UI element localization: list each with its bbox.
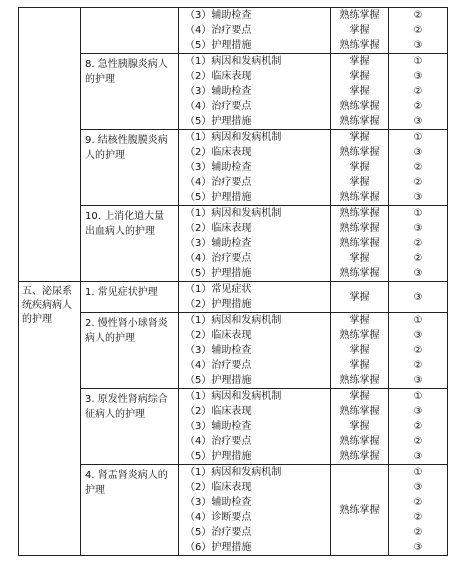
- table-row: [19, 313, 448, 389]
- mark-line: ③: [413, 375, 423, 386]
- level-line: 掌握: [349, 345, 370, 356]
- item-line: （2）临床表现: [185, 330, 252, 341]
- level-line: 熟练掌握: [339, 192, 380, 203]
- item-line: （5）治疗要点: [185, 527, 252, 538]
- marks-cell: [389, 206, 448, 282]
- item-line: （4）治疗要点: [185, 25, 252, 36]
- table-row: [19, 54, 448, 130]
- level-line: 熟练掌握: [339, 451, 380, 462]
- mark-line: ②: [413, 512, 423, 523]
- topic-cell: [81, 8, 179, 54]
- item-line: （1）病因和发病机制: [185, 132, 282, 143]
- marks-cell: [389, 465, 448, 556]
- mark-line: ②: [413, 421, 423, 432]
- mark-line: ②: [413, 436, 423, 447]
- mark-line: ③: [413, 192, 423, 203]
- level-line: 熟练掌握: [339, 40, 380, 51]
- mark-line: ①: [413, 208, 423, 219]
- items-cell: [179, 8, 331, 54]
- level-line: 熟练掌握: [339, 375, 380, 386]
- levels-cell: [331, 130, 389, 206]
- table-row: [19, 389, 448, 465]
- mark-line: ②: [413, 86, 423, 97]
- item-line: （4）诊断要点: [185, 512, 252, 523]
- level-line: 掌握: [349, 25, 370, 36]
- item-line: （5）护理措施: [185, 375, 252, 386]
- item-line: （5）护理措施: [185, 268, 252, 279]
- section-cell: 五、泌尿系统疾病病人的护理: [19, 282, 81, 556]
- table-row: [19, 130, 448, 206]
- level-line: 熟练掌握: [339, 101, 380, 112]
- levels-cell: [331, 389, 389, 465]
- mark-line: ③: [413, 116, 423, 127]
- mark-line: ③: [413, 223, 423, 234]
- topic-cell: 9. 结核性腹膜炎病人的护理: [81, 130, 179, 206]
- item-line: （5）护理措施: [185, 451, 252, 462]
- item-line: （1）常见症状: [185, 284, 252, 295]
- level-line: 掌握: [349, 253, 370, 264]
- item-line: （4）治疗要点: [185, 253, 252, 264]
- level-line: 掌握: [349, 360, 370, 371]
- levels-cell: [331, 313, 389, 389]
- mark-line: ③: [413, 40, 423, 51]
- items-cell: [179, 54, 331, 130]
- mark-line: ①: [413, 391, 423, 402]
- mark-line: ②: [413, 345, 423, 356]
- mark-line: ③: [413, 268, 423, 279]
- level-line: 掌握: [349, 421, 370, 432]
- mark-line: ③: [413, 406, 423, 417]
- item-line: （4）治疗要点: [185, 101, 252, 112]
- level-line: 熟练掌握: [339, 116, 380, 127]
- levels-cell: [331, 54, 389, 130]
- mark-line: ①: [413, 132, 423, 143]
- mark-line: ②: [413, 162, 423, 173]
- levels-cell: [331, 8, 389, 54]
- level-line: 掌握: [349, 291, 370, 303]
- levels-cell: [331, 282, 389, 313]
- marks-cell: [389, 130, 448, 206]
- topic-cell: 1. 常见症状护理: [81, 282, 179, 313]
- levels-cell: [331, 465, 389, 556]
- mark-line: ③: [413, 147, 423, 158]
- mark-line: ②: [413, 360, 423, 371]
- mark-line: ③: [413, 451, 423, 462]
- item-line: （1）病因和发病机制: [185, 391, 282, 402]
- items-cell: [179, 465, 331, 556]
- marks-cell: [389, 8, 448, 54]
- item-line: （5）护理措施: [185, 116, 252, 127]
- item-line: （1）病因和发病机制: [185, 315, 282, 326]
- mark-line: ②: [413, 177, 423, 188]
- item-line: （3）辅助检查: [185, 497, 252, 508]
- items-cell: [179, 130, 331, 206]
- item-line: （3）辅助检查: [185, 345, 252, 356]
- table-row: [19, 8, 448, 54]
- level-line: 熟练掌握: [339, 504, 380, 516]
- mark-line: ②: [413, 101, 423, 112]
- item-line: （5）护理措施: [185, 192, 252, 203]
- level-line: 熟练掌握: [339, 436, 380, 447]
- level-line: 熟练掌握: [339, 406, 380, 417]
- mark-line: ③: [413, 291, 423, 303]
- mark-line: ③: [413, 330, 423, 341]
- item-line: （4）治疗要点: [185, 360, 252, 371]
- item-line: （3）辅助检查: [185, 10, 252, 21]
- level-line: 掌握: [349, 86, 370, 97]
- level-line: 熟练掌握: [339, 208, 380, 219]
- item-line: （6）护理措施: [185, 542, 252, 553]
- items-cell: [179, 313, 331, 389]
- level-line: 掌握: [349, 162, 370, 173]
- mark-line: ③: [413, 71, 423, 82]
- item-line: （3）辅助检查: [185, 421, 252, 432]
- level-line: 掌握: [349, 391, 370, 402]
- topic-cell: 10. 上消化道大量出血病人的护理: [81, 206, 179, 282]
- items-cell: [179, 282, 331, 313]
- mark-line: ②: [413, 10, 423, 21]
- item-line: （3）辅助检查: [185, 238, 252, 249]
- level-line: 熟练掌握: [339, 10, 380, 21]
- level-line: 熟练掌握: [339, 268, 380, 279]
- topic-cell: 8. 急性胰腺炎病人的护理: [81, 54, 179, 130]
- level-line: 熟练掌握: [339, 223, 380, 234]
- level-line: 熟练掌握: [339, 330, 380, 341]
- mark-line: ②: [413, 497, 423, 508]
- item-line: （5）护理措施: [185, 40, 252, 51]
- mark-line: ③: [413, 482, 423, 493]
- level-line: 掌握: [349, 71, 370, 82]
- table-row: [19, 206, 448, 282]
- item-line: （2）护理措施: [185, 299, 252, 310]
- mark-line: ②: [413, 253, 423, 264]
- marks-cell: [389, 389, 448, 465]
- items-cell: [179, 389, 331, 465]
- item-line: （2）临床表现: [185, 482, 252, 493]
- level-line: 掌握: [349, 315, 370, 326]
- item-line: （3）辅助检查: [185, 86, 252, 97]
- item-line: （4）治疗要点: [185, 436, 252, 447]
- syllabus-table: [18, 7, 448, 556]
- mark-line: ②: [413, 25, 423, 36]
- topic-cell: 3. 原发性肾病综合征病人的护理: [81, 389, 179, 465]
- mark-line: ②: [413, 527, 423, 538]
- level-line: 掌握: [349, 56, 370, 67]
- item-line: （1）病因和发病机制: [185, 467, 282, 478]
- topic-cell: 2. 慢性肾小球肾炎病人的护理: [81, 313, 179, 389]
- mark-line: ①: [413, 56, 423, 67]
- levels-cell: [331, 206, 389, 282]
- topic-cell: 4. 肾盂肾炎病人的护理: [81, 465, 179, 556]
- item-line: （4）治疗要点: [185, 177, 252, 188]
- table-row: [19, 465, 448, 556]
- level-line: 掌握: [349, 177, 370, 188]
- item-line: （2）临床表现: [185, 71, 252, 82]
- level-line: 熟练掌握: [339, 238, 380, 249]
- item-line: （2）临床表现: [185, 223, 252, 234]
- item-line: （1）病因和发病机制: [185, 56, 282, 67]
- section-cell: [19, 8, 81, 282]
- mark-line: ①: [413, 315, 423, 326]
- mark-line: ①: [413, 467, 423, 478]
- items-cell: [179, 206, 331, 282]
- syllabus-table-container: [18, 7, 447, 556]
- table-row: [19, 282, 448, 313]
- item-line: （2）临床表现: [185, 147, 252, 158]
- item-line: （2）临床表现: [185, 406, 252, 417]
- marks-cell: [389, 313, 448, 389]
- marks-cell: [389, 282, 448, 313]
- level-line: 熟练掌握: [339, 147, 380, 158]
- mark-line: ③: [413, 542, 423, 553]
- marks-cell: [389, 54, 448, 130]
- item-line: （1）病因和发病机制: [185, 208, 282, 219]
- mark-line: ②: [413, 238, 423, 249]
- item-line: （3）辅助检查: [185, 162, 252, 173]
- level-line: 掌握: [349, 132, 370, 143]
